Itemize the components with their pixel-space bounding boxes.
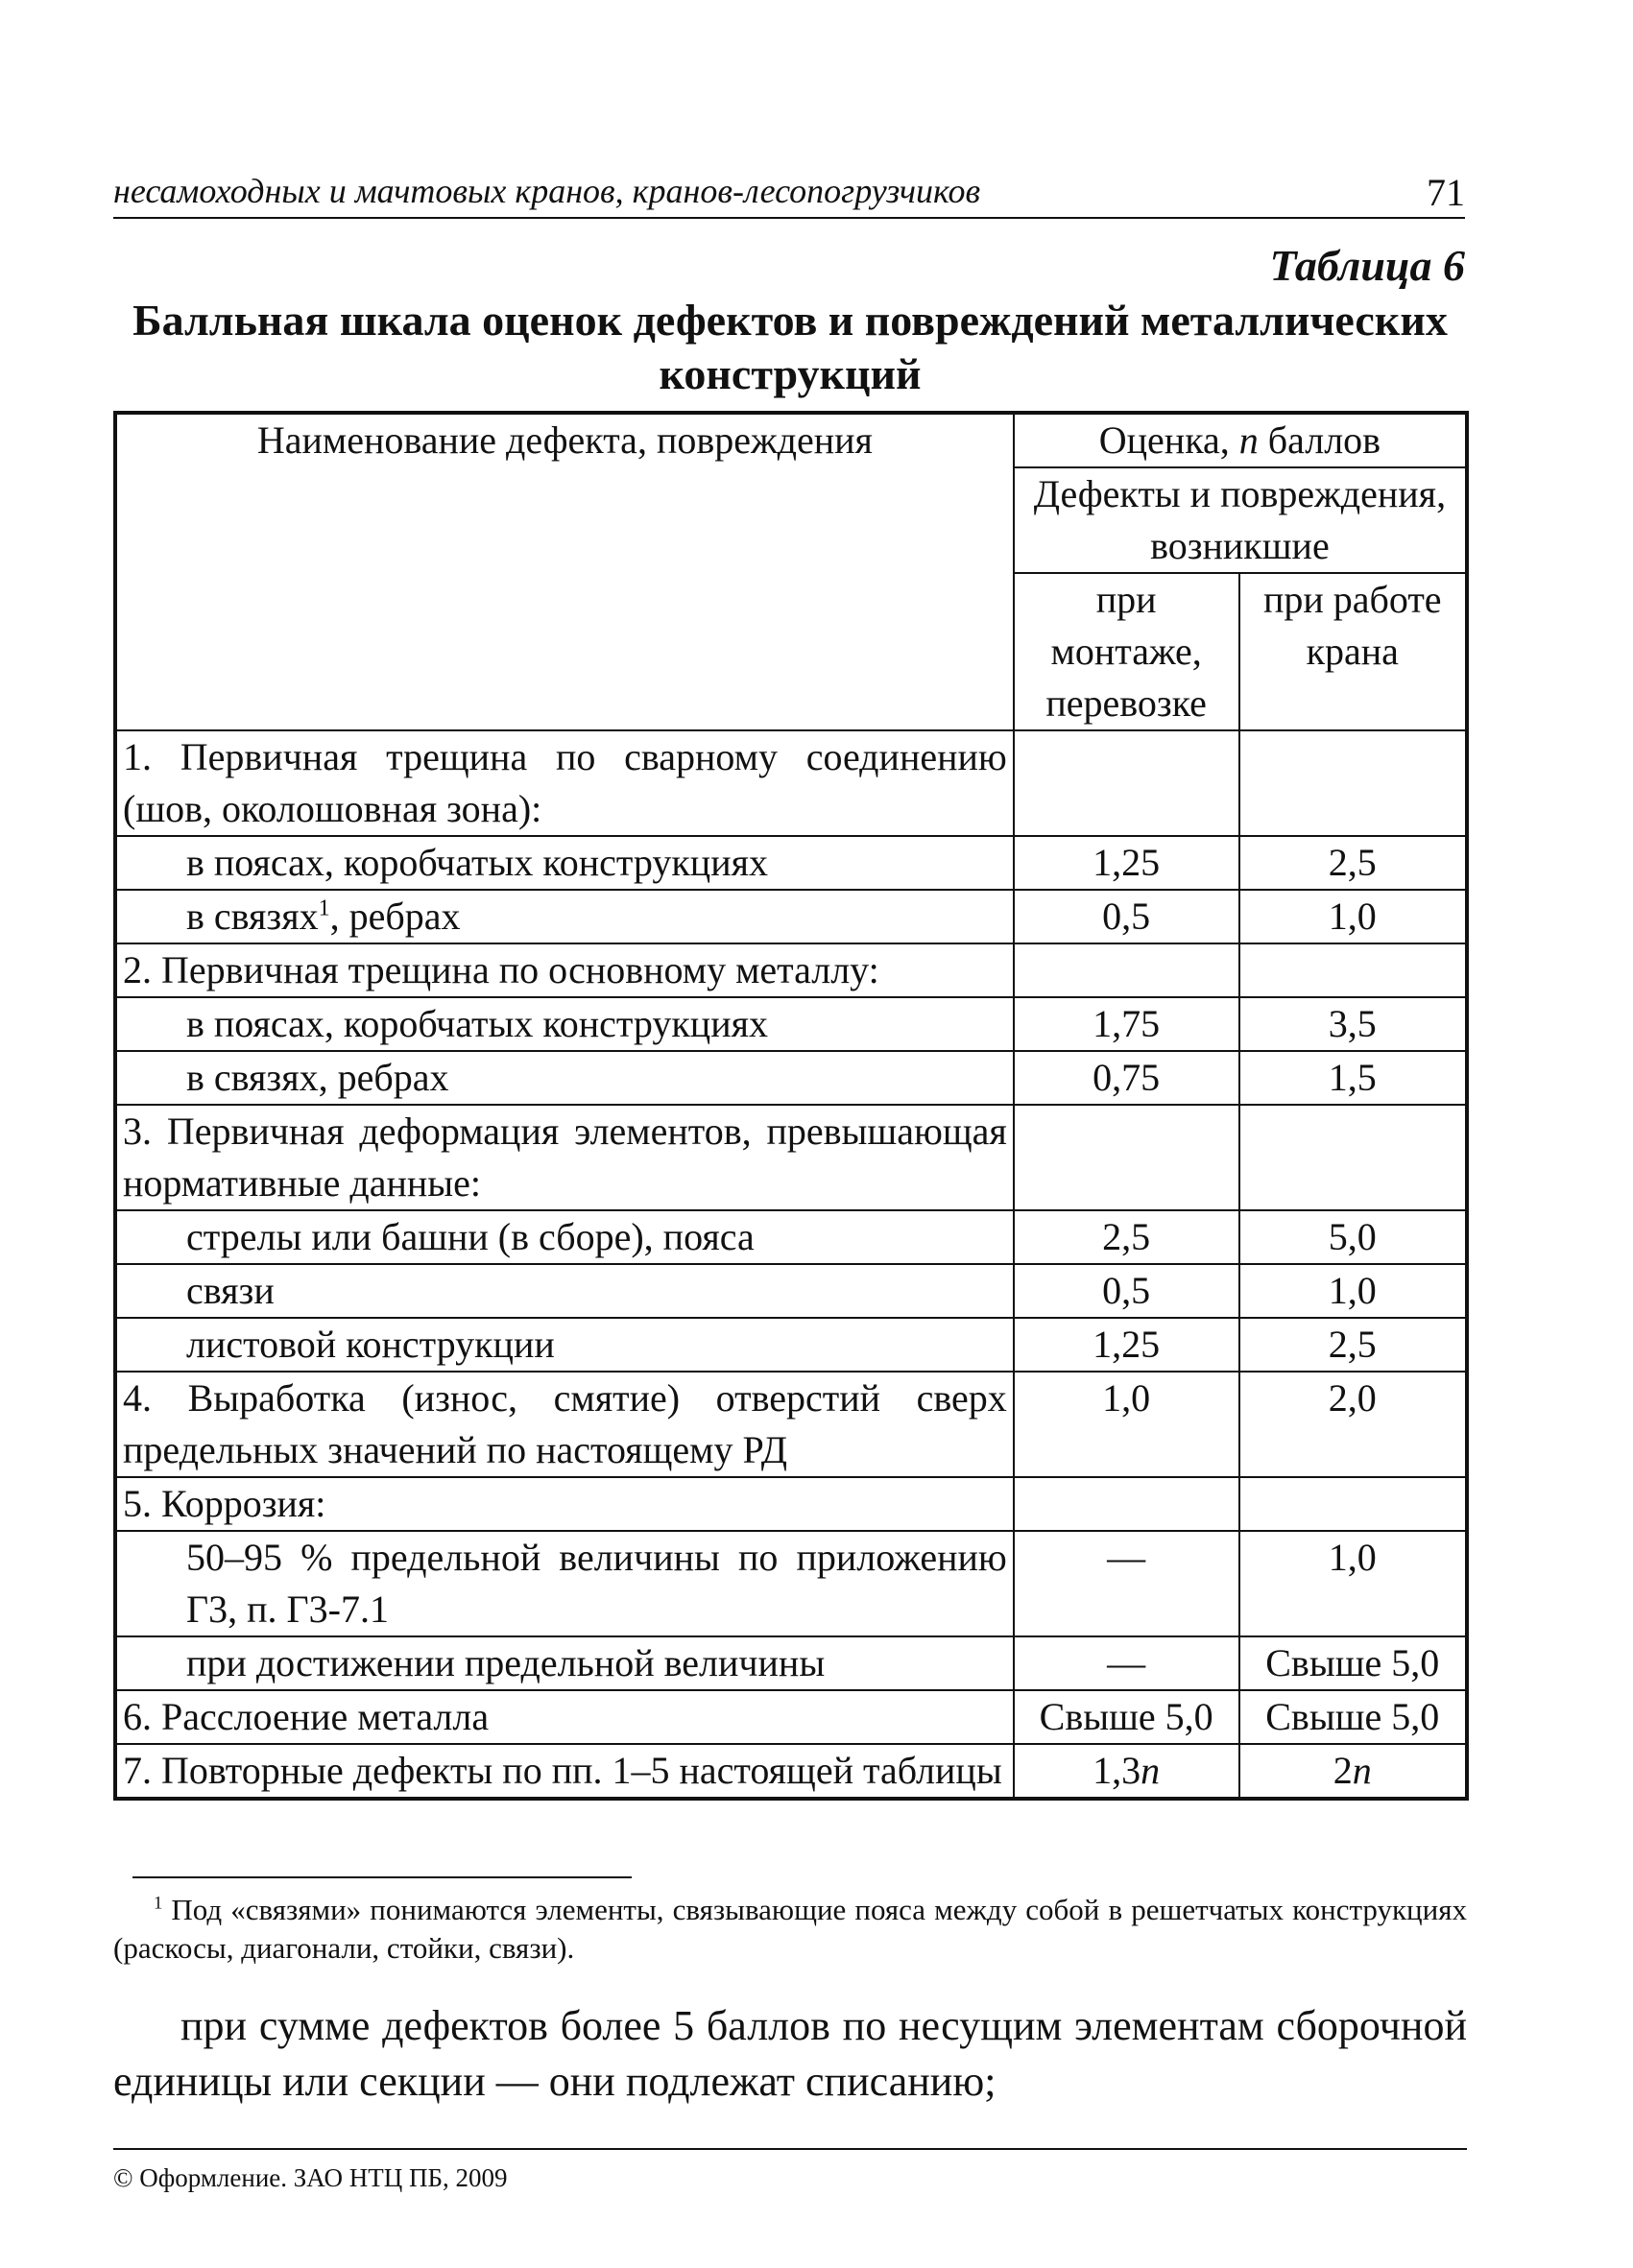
header-occurred: Дефекты и повреждения, возникшие: [1014, 467, 1467, 573]
row-mount-score: 2,5: [1014, 1210, 1239, 1264]
row-mount-score: —: [1014, 1636, 1239, 1690]
header-mount: при монтаже, перевозке: [1014, 573, 1239, 730]
row-name: при достижении предельной величины: [115, 1636, 1014, 1690]
table-row: [115, 836, 1467, 890]
row-work-score: [1239, 730, 1467, 836]
table-title: Балльная шкала оценок дефектов и повреждений металлических конструкций: [132, 296, 1448, 398]
row-name: в связях$^1$, ребрах: [115, 890, 1014, 943]
row-work-score: 1,0: [1239, 1531, 1467, 1636]
footnote: [113, 1891, 1467, 1968]
table-row: [115, 1318, 1467, 1372]
row-name: в поясах, коробчатых конструкциях: [115, 836, 1014, 890]
table-row: [115, 1372, 1467, 1477]
row-name: листовой конструкции: [115, 1318, 1014, 1372]
row-mount-score: 1,0: [1014, 1372, 1239, 1477]
header-defect-name: Наименование дефекта, повреждения: [115, 413, 1014, 730]
table-row: [115, 1264, 1467, 1318]
row-work-score: 3,5: [1239, 997, 1467, 1051]
row-mount-score: 1,25: [1014, 836, 1239, 890]
copyright-line: © Оформление. ЗАО НТЦ ПБ, 2009: [113, 2148, 1467, 2193]
running-head-title: несамоходных и мачтовых кранов, кранов-лесопогрузчиков: [113, 172, 981, 210]
footnote-mark: 1: [154, 1893, 163, 1914]
defect-score-table: [113, 411, 1469, 1801]
row-name: 2. Первичная трещина по основному металлу:: [115, 943, 1014, 997]
row-name: 1. Первичная трещина по сварному соединению (шов, околошовная зона):: [115, 730, 1014, 836]
row-name: стрелы или башни (в сборе), пояса: [115, 1210, 1014, 1264]
row-work-score: [1239, 1477, 1467, 1531]
page-number: 71: [1427, 171, 1465, 214]
row-work-score: 2,5: [1239, 836, 1467, 890]
row-mount-score: 0,75: [1014, 1051, 1239, 1105]
table-row: [115, 1105, 1467, 1210]
table-row: [115, 730, 1467, 836]
table-row: [115, 1210, 1467, 1264]
row-work-score: 1,5: [1239, 1051, 1467, 1105]
row-name: в поясах, коробчатых конструкциях: [115, 997, 1014, 1051]
row-name: 6. Расслоение металла: [115, 1690, 1014, 1744]
row-mount-score: 1,3n: [1014, 1744, 1239, 1799]
row-work-score: 2,5: [1239, 1318, 1467, 1372]
header-work: при работе крана: [1239, 573, 1467, 730]
row-work-score: [1239, 943, 1467, 997]
row-work-score: [1239, 1105, 1467, 1210]
row-mount-score: 1,75: [1014, 997, 1239, 1051]
row-name: 7. Повторные дефекты по пп. 1–5 настоящей таблицы: [115, 1744, 1014, 1799]
row-work-score: 2n: [1239, 1744, 1467, 1799]
row-name: 50–95 % предельной величины по приложению Г3, п. Г3-7.1: [115, 1531, 1014, 1636]
footnote-divider: [132, 1876, 632, 1878]
row-name: 4. Выработка (износ, смятие) отверстий сверх предельных значений по настоящему РД: [115, 1372, 1014, 1477]
row-work-score: 5,0: [1239, 1210, 1467, 1264]
body-paragraph: при сумме дефектов более 5 баллов по несущим элементам сборочной единицы или секции — они подлежат списанию;: [113, 2002, 1467, 2105]
row-mount-score: 0,5: [1014, 890, 1239, 943]
row-work-score: Свыше 5,0: [1239, 1690, 1467, 1744]
table-row: [115, 1051, 1467, 1105]
row-mount-score: [1014, 943, 1239, 997]
table-row: [115, 1690, 1467, 1744]
table-row: [115, 943, 1467, 997]
row-name: 3. Первичная деформация элементов, превышающая нормативные данные:: [115, 1105, 1014, 1210]
header-score: Оценка, n баллов: [1014, 413, 1467, 467]
footnote-text: Под «связями» понимаются элементы, связывающие пояса между собой в решетчатых конструкциях (раскосы, диагонали, стойки, связи).: [113, 1893, 1467, 1965]
row-work-score: 1,0: [1239, 1264, 1467, 1318]
row-mount-score: Свыше 5,0: [1014, 1690, 1239, 1744]
running-head: [113, 171, 1465, 219]
table-row: [115, 1531, 1467, 1636]
row-mount-score: [1014, 730, 1239, 836]
footnote-ref: 1: [318, 895, 330, 921]
row-work-score: 2,0: [1239, 1372, 1467, 1477]
row-name: в связях, ребрах: [115, 1051, 1014, 1105]
table-row: [115, 1636, 1467, 1690]
row-mount-score: [1014, 1477, 1239, 1531]
row-work-score: Свыше 5,0: [1239, 1636, 1467, 1690]
table-row: [115, 997, 1467, 1051]
table-row: [115, 1744, 1467, 1799]
row-mount-score: 1,25: [1014, 1318, 1239, 1372]
row-name: связи: [115, 1264, 1014, 1318]
table-row: [115, 890, 1467, 943]
row-mount-score: [1014, 1105, 1239, 1210]
row-work-score: 1,0: [1239, 890, 1467, 943]
table-label: Таблица 6: [1269, 241, 1465, 290]
row-mount-score: 0,5: [1014, 1264, 1239, 1318]
row-mount-score: —: [1014, 1531, 1239, 1636]
table-row: [115, 1477, 1467, 1531]
row-name: 5. Коррозия:: [115, 1477, 1014, 1531]
